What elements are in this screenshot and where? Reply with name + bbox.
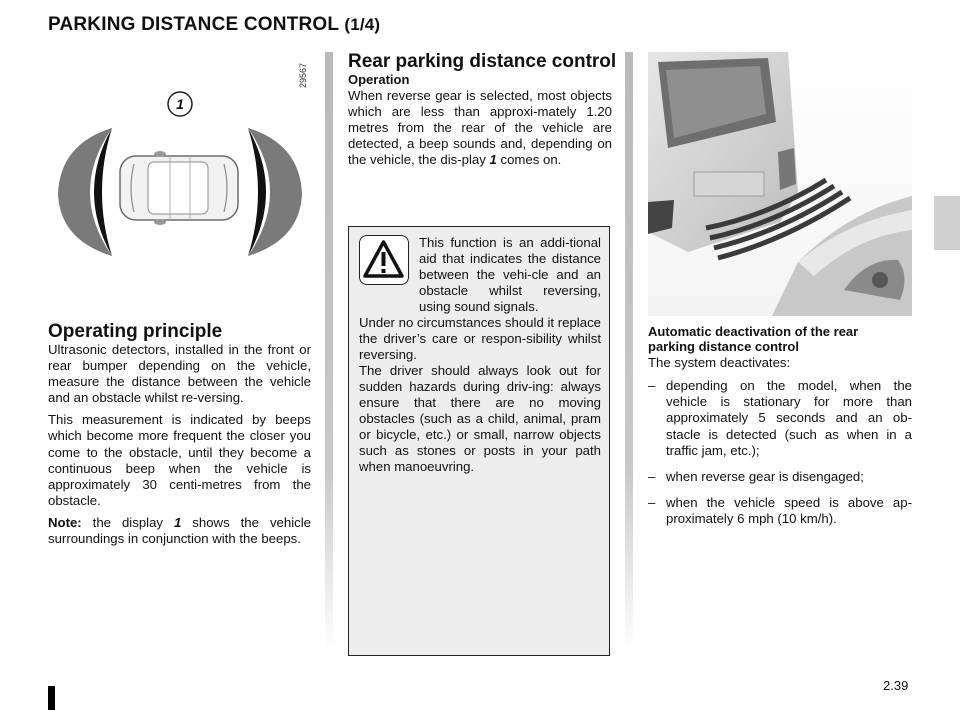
callout-number: 1	[176, 96, 184, 112]
list-dash: –	[648, 378, 656, 393]
auto-deactivation-heading: Automatic deactivation of the rear parking distance control	[648, 324, 859, 354]
operation-ref: 1	[489, 152, 497, 168]
warning-box	[348, 226, 610, 656]
list-item-text: when the vehicle speed is above ap-proximately 6 mph (10 km/h).	[666, 495, 912, 527]
auto-deactivation-intro: The system deactivates:	[648, 355, 791, 370]
warning-paragraph-3: The driver should always look out for sudden hazards during driv-ing: always ensure that there are no moving obstacles (such as a child, animal, pram or bicycle, etc.) or small, narrow objects such as stones or posts in your path when manoeuvring.	[359, 363, 601, 474]
operation-subheading: Operation	[348, 72, 410, 87]
list-dash: –	[648, 495, 656, 511]
operation-text-b: comes on.	[496, 152, 562, 168]
corner-mark	[48, 686, 55, 710]
rear-parking-heading: Rear parking distance control	[348, 51, 617, 72]
list-item	[648, 495, 912, 527]
section-tab	[934, 196, 960, 250]
operation-paragraph	[348, 88, 612, 168]
note-label: Note:	[48, 514, 82, 530]
principle-paragraph-1: Ultrasonic detectors, installed in the front or rear bumper depending on the vehicle, measure the distance between the vehicle and an obstacle whilst re-versing.	[48, 342, 311, 406]
title-text: PARKING DISTANCE CONTROL	[48, 14, 339, 35]
operation-text-a: When reverse gear is selected, most objects which are less than approxi-mately 1.20 metres from the rear of the vehicle are detected, a beep sounds and, depending on the vehicle, the dis-play	[348, 88, 612, 168]
display-illustration	[50, 84, 310, 284]
list-item	[648, 378, 912, 459]
warning-paragraph-1: This function is an addi-tional aid that indicates the distance between the vehi-cle and an obstacle whilst reversing, using sound signals.	[419, 235, 601, 314]
page-title	[48, 14, 380, 36]
title-part: (1/4)	[344, 15, 381, 34]
warning-paragraph-2: Under no circumstances should it replace the driver’s care or respon-sibility whilst reversing.	[359, 315, 601, 362]
list-item	[648, 469, 912, 485]
image-code-left: 29567	[298, 62, 308, 88]
warning-text	[359, 235, 601, 475]
principle-note	[48, 515, 311, 547]
rear-car-photo	[648, 52, 912, 316]
page-number: 2.39	[883, 678, 909, 693]
note-text-b: shows the vehicle surroundings in conjunction with the beeps.	[48, 514, 311, 547]
column-divider-right	[625, 52, 633, 652]
list-item-text: depending on the model, when the vehicle is stationary for more than approximately 5 seconds and an ob-stacle is detected (such as when in a traffic jam, etc.);	[666, 378, 912, 458]
list-dash: –	[648, 469, 656, 485]
operation-text	[348, 88, 612, 174]
deactivation-list	[648, 378, 912, 538]
column-divider-left	[325, 52, 333, 652]
car-top-view-icon	[120, 151, 238, 225]
note-ref: 1	[173, 514, 182, 530]
note-text-a: the display	[81, 514, 174, 530]
principle-paragraph-2: This measurement is indicated by beeps which become more frequent the closer you come to the obstacle, until they become a continuous beep when the vehicle is approximately 30 centi-metres from the obstacle.	[48, 412, 311, 508]
operating-principle-heading: Operating principle	[48, 321, 223, 342]
operating-principle-text	[48, 342, 311, 553]
list-item-text: when reverse gear is disengaged;	[666, 469, 864, 485]
